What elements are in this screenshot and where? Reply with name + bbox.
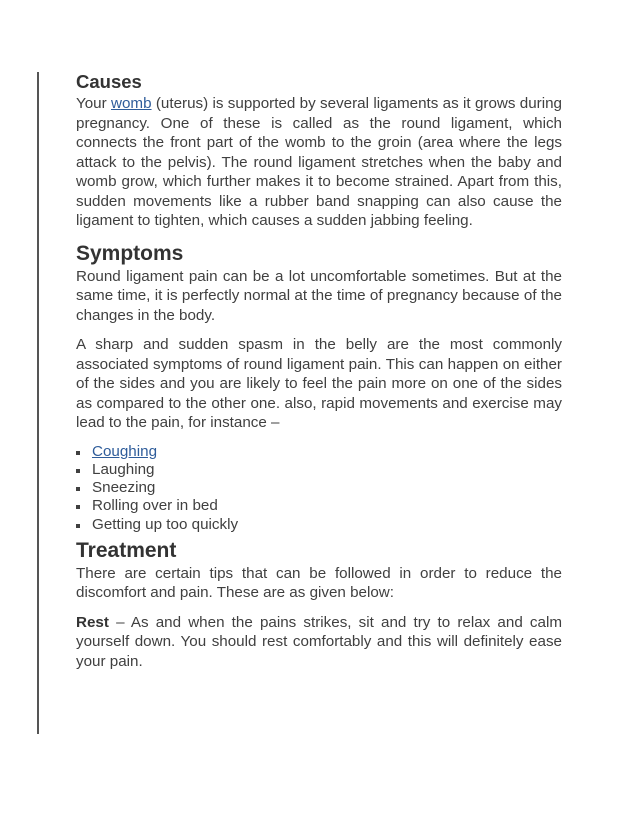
rest-paragraph xyxy=(76,613,562,672)
causes-paragraph xyxy=(76,94,562,231)
page-margin-bar xyxy=(37,72,39,734)
bullet-icon xyxy=(76,469,80,473)
symptoms-heading: Symptoms xyxy=(76,241,184,265)
causes-text-start: Your xyxy=(76,95,112,112)
rest-text: – As and when the pains strikes, sit and try to relax and calm yourself down. You should rest comfortably and this will definitely ease your pain. xyxy=(76,613,562,670)
list-item xyxy=(76,479,562,497)
causes-heading: Causes xyxy=(76,71,142,92)
rest-label: Rest xyxy=(76,613,109,631)
symptoms-paragraph-1: Round ligament pain can be a lot uncomfortable sometimes. But at the same time, it is perfectly normal at the time of pregnancy because of the changes in the body. xyxy=(76,267,562,324)
list-item-text: Rolling over in bed xyxy=(92,497,218,515)
list-item xyxy=(76,516,562,534)
bullet-icon xyxy=(76,487,80,491)
list-item-text: Getting up too quickly xyxy=(92,515,239,533)
list-item xyxy=(76,461,562,479)
list-item-text: Sneezing xyxy=(92,479,156,497)
womb-link[interactable]: womb xyxy=(111,95,152,112)
list-item-text: Laughing xyxy=(92,460,155,478)
bullet-icon xyxy=(76,451,80,455)
symptoms-paragraph-2: A sharp and sudden spasm in the belly are the most commonly associated symptoms of round ligament pain. This can happen on either of the sides and you are likely to feel the pain more on one of the sides as compared to the other one. also, rapid movements and exercise may lead to the pain, for instance – xyxy=(76,336,562,431)
treatment-heading: Treatment xyxy=(76,538,177,562)
document-body xyxy=(76,70,562,681)
list-item xyxy=(76,497,562,515)
causes-text-rest: (uterus) is supported by several ligaments as it grows during pregnancy. One of these is called as the round ligament, which connects the front part of the womb to the groin (area where the legs attack to the pelvis). The round ligament stretches when the baby and womb grow, which further makes it to become strained. Apart from this, sudden movements like a rubber band snapping can also cause the ligament to tighten, which causes a sudden jabbing feeling. xyxy=(76,95,562,229)
bullet-icon xyxy=(76,524,80,528)
list-item[interactable] xyxy=(76,443,562,461)
treatment-paragraph: There are certain tips that can be followed in order to reduce the discomfort and pain. These are as given below: xyxy=(76,564,562,602)
symptoms-list xyxy=(76,443,562,534)
bullet-icon xyxy=(76,505,80,509)
coughing-link[interactable]: Coughing xyxy=(92,442,158,460)
